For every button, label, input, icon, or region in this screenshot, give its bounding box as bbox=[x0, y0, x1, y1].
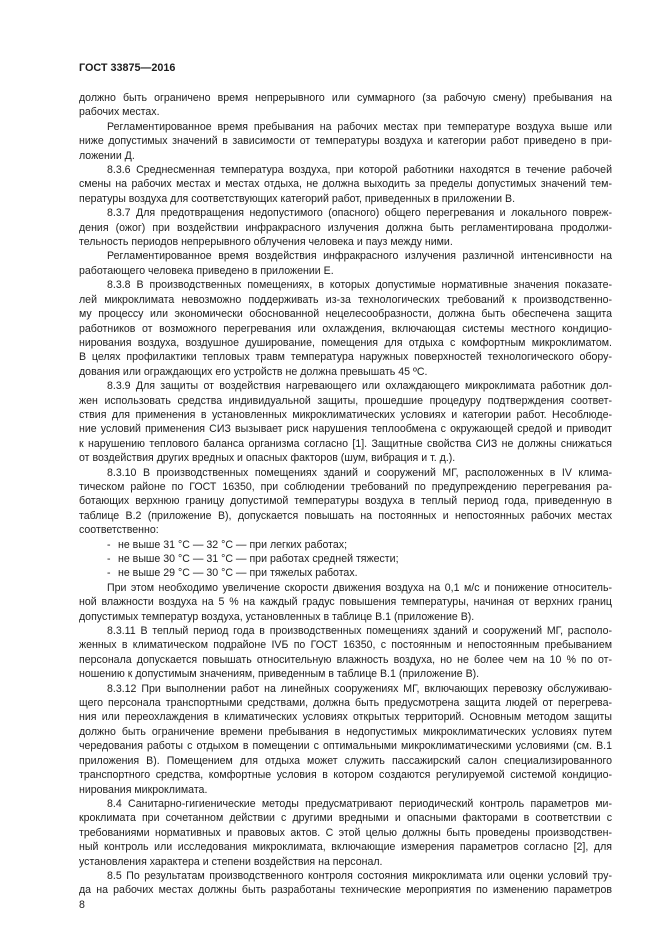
text-line: к нарушению теплового баланса организма согласно [1]. Защитные свойства СИЗ не должны снижаться bbox=[79, 437, 612, 450]
text-line: лей микроклимата невозможно поддерживать из-за технологических требований к производственно- bbox=[79, 293, 612, 306]
text-line: 8.3.9 Для защиты от воздействия нагревающего или охлаждающего микроклимата работник дол- bbox=[107, 380, 612, 393]
text-line: 8.3.6 Среднесменная температура воздуха, при которой работники находятся в течение рабочей bbox=[107, 164, 612, 177]
text-line: ния или переохлаждения в климатических условиях открытых территорий. Основным методом защиты bbox=[79, 711, 612, 724]
text-line: приложения В). Помещением для отдыха может служить пассажирский салон специализированного bbox=[79, 754, 612, 767]
text-line: женных в климатическом подрайоне IVБ по ГОСТ 16350, с постоянным и непостоянным пребыванием bbox=[79, 639, 612, 652]
text-line: 8.3.11 В теплый период года в производственных помещениях зданий и сооружений МГ, располо- bbox=[107, 625, 612, 638]
text-line: допустимых температур воздуха, установленных в таблице В.1 (приложение В). bbox=[79, 610, 475, 623]
paragraph bbox=[79, 466, 612, 538]
text-line: В целях профилактики тепловых травм температура наружных поверхностей технологического обору- bbox=[79, 351, 612, 364]
text-line: При этом необходимо увеличение скорости движения воздуха на 0,1 м/с и понижение относитель- bbox=[107, 581, 612, 594]
text-line: жен использовать средства индивидуальной защиты, прошедшие процедуру подтверждения соответ- bbox=[79, 394, 612, 407]
text-line: работников от возможного перегревания или охлаждения, включающая системы местного кондицио- bbox=[79, 322, 612, 335]
paragraph bbox=[79, 278, 612, 379]
text-line: нирования воздуха, воздушное душирование, помещения для отдыха с комфортным микроклиматом. bbox=[79, 336, 612, 349]
text-line: соответственно: bbox=[79, 524, 159, 537]
text-line: установления характера и степени воздействия на персонал. bbox=[79, 855, 383, 868]
text-line: смены на рабочих местах и местах отдыха, не должна выходить за пределы допустимых значений тем- bbox=[79, 178, 612, 191]
paragraph bbox=[79, 91, 612, 120]
paragraph bbox=[79, 379, 612, 465]
text-line: 8.4 Санитарно-гигиенические методы предусматривают периодический контроль параметров ми- bbox=[107, 797, 612, 810]
paragraph bbox=[79, 581, 612, 624]
list-item-text: не выше 30 °С — 31 °С — при работах средней тяжести; bbox=[118, 553, 399, 565]
text-line: тическом районе по ГОСТ 16350, при соблюдении требований по предупреждению перегревания ра- bbox=[79, 480, 612, 493]
text-line: ствия для применения в установленных микроклиматических условиях и категории работ. Несоблюде- bbox=[79, 408, 612, 421]
text-line: ношению к допустимым значениям, приведенным в таблице В.1 (приложение В). bbox=[79, 668, 480, 681]
text-line: да на рабочих местах должны быть разработаны технические мероприятия по изменению параметров bbox=[79, 884, 612, 897]
text-line: рабочих местах. bbox=[79, 106, 160, 119]
list-item-line bbox=[79, 552, 612, 566]
text-line: ботающих верхнюю границу допустимой температуры воздуха в теплый период года, приведенную в bbox=[79, 495, 612, 508]
text-line: ние условий применения СИЗ вызывает риск нарушения теплообмена с окружающей средой и приводит bbox=[79, 423, 612, 436]
list-item bbox=[79, 552, 612, 566]
text-line: щего персонала транспортными средствами, должна быть предусмотрена защита людей от перегрева- bbox=[79, 697, 612, 710]
list-dash-marker: - bbox=[107, 538, 111, 551]
text-line: Регламентированное время воздействия инфракрасного излучения различной интенсивности на bbox=[107, 250, 612, 263]
text-line: 8.3.10 В производственных помещениях зданий и сооружений МГ, расположенных в IV клима- bbox=[107, 466, 612, 479]
list-item bbox=[79, 538, 612, 552]
list-item bbox=[79, 566, 612, 580]
paragraph bbox=[79, 869, 612, 898]
paragraph bbox=[79, 206, 612, 249]
text-line: ный контроль или исследования микроклимата, включающие измерения параметров согласно [2], для bbox=[79, 841, 612, 854]
text-line: должно быть ограничено время непрерывного или суммарного (за рабочую смену) пребывания на bbox=[79, 92, 612, 104]
text-line: Регламентированное время пребывания на рабочих местах при температуре воздуха выше или bbox=[107, 120, 612, 133]
text-line: персонала допускается повышать относительную влажность воздуха, но не более чем на 10 % по от- bbox=[79, 653, 612, 666]
text-line: ной влажности воздуха на 5 % на каждый градус повышения температуры, начиная от верхних границ bbox=[79, 596, 612, 609]
text-line: кроклимата при сочетанном действии с другими вредными и опасными факторами в соответствии с bbox=[79, 812, 612, 825]
paragraph bbox=[79, 624, 612, 682]
text-line: таблице В.2 (приложение В), допускается повышать на постоянных и непостоянных рабочих местах bbox=[79, 509, 612, 522]
text-line: ниже допустимых значений в зависимости от температуры воздуха и категории работ приведено в при- bbox=[79, 135, 612, 148]
text-line: дования или ограждающих его устройств не должна превышать 45 ºС. bbox=[79, 365, 428, 378]
paragraph bbox=[79, 249, 612, 278]
list-item-text: не выше 31 °С — 32 °С — при легких работах; bbox=[118, 538, 348, 551]
paragraph bbox=[79, 682, 612, 797]
paragraph bbox=[79, 163, 612, 206]
list-item-text: не выше 29 °С — 30 °С — при тяжелых работах. bbox=[118, 567, 358, 580]
text-line: дения (ожог) при воздействии инфракрасного излучения должна быть регламентирована продолжи- bbox=[79, 221, 612, 234]
text-line: нирования микроклимата. bbox=[79, 783, 208, 796]
list-item-line bbox=[79, 538, 612, 552]
text-line: должно быть ограничение времени пребывания в недопустимых микроклиматических условиях путем bbox=[79, 725, 612, 738]
body-text bbox=[79, 91, 612, 898]
text-line: 8.3.7 Для предотвращения недопустимого (опасного) общего перегревания и локального повреж- bbox=[107, 207, 612, 220]
text-line: работающего человека приведено в приложении Е. bbox=[79, 264, 334, 277]
text-line: требованиями нормативных и правовых актов. С этой целью должны быть проведены производствен- bbox=[79, 826, 612, 839]
text-line: чередования работы с отдыхом в помещении с оптимальными микроклиматическими условиями (см. В.1 bbox=[79, 740, 612, 753]
text-line: тельность периодов непрерывного облучения человека и пауз между ними. bbox=[79, 236, 453, 249]
list-dash-marker: - bbox=[107, 567, 111, 580]
text-line: ложении Д. bbox=[79, 149, 135, 162]
list-item-line bbox=[79, 566, 612, 580]
text-line: му процессу или экономически обоснованной нецелесообразности, должна быть обеспечена защита bbox=[79, 308, 612, 321]
text-line: транспортного средства, комфортные условия в котором создаются регулируемой системой кондицио- bbox=[79, 769, 612, 782]
text-line: 8.3.12 При выполнении работ на линейных сооружениях МГ, включающих перевозку обслуживаю- bbox=[107, 682, 612, 695]
page-number: 8 bbox=[79, 899, 85, 911]
standard-designation: ГОСТ 33875—2016 bbox=[79, 62, 176, 74]
text-line: пературы воздуха для соответствующих категорий работ, приведенных в приложении В. bbox=[79, 192, 516, 205]
paragraph bbox=[79, 120, 612, 163]
paragraph bbox=[79, 797, 612, 869]
text-line: 8.5 По результатам производственного контроля состояния микроклимата или оценки условий тру- bbox=[107, 869, 612, 882]
list-dash-marker: - bbox=[107, 553, 111, 565]
text-line: 8.3.8 В производственных помещениях, в которых допустимые нормативные значения показате- bbox=[107, 279, 612, 292]
text-line: от воздействия других вредных и опасных факторов (шум, вибрация и т. д.). bbox=[79, 452, 456, 465]
